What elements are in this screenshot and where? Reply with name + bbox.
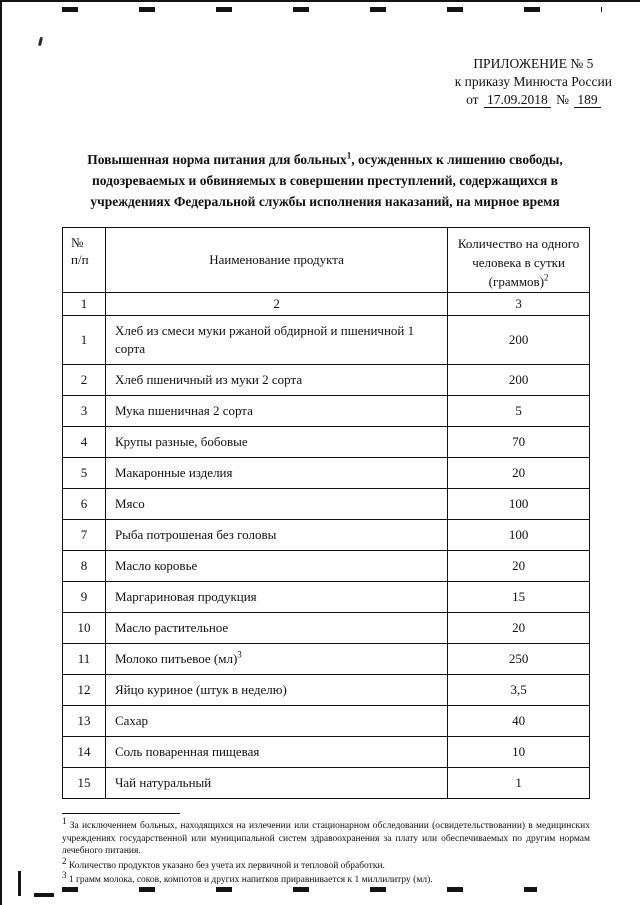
product-quantity: 15 xyxy=(448,582,590,613)
row-number: 8 xyxy=(63,551,106,582)
product-quantity: 200 xyxy=(448,365,590,396)
table-row xyxy=(63,675,590,706)
row-number: 6 xyxy=(63,489,106,520)
footnote-marker: 1 xyxy=(62,815,67,826)
product-name: Хлеб пшеничный из муки 2 сорта xyxy=(105,365,447,396)
column-numbers-row xyxy=(63,293,590,316)
product-quantity: 1 xyxy=(448,768,590,799)
footnote: $^2$ Количество продуктов указано без учета их первичной и тепловой обработки. xyxy=(62,855,385,871)
row-number: 10 xyxy=(63,613,106,644)
column-number-2: 2 xyxy=(105,293,447,316)
header-qty-grams: (граммов) xyxy=(488,274,545,289)
footnote-marker: 3 xyxy=(62,869,67,880)
header-num-line1: № xyxy=(71,235,84,250)
footnote: $^3$ 1 грамм молока, соков, компотов и других напитков приравнивается к 1 миллилитру (мл). xyxy=(62,869,433,885)
product-name: Молоко питьевое (мл)$^3$ xyxy=(105,644,447,675)
table-row xyxy=(63,551,590,582)
product-quantity: 100 xyxy=(448,520,590,551)
appendix-header-block xyxy=(455,55,612,109)
footnote-marker: 2 xyxy=(62,855,67,866)
header-qty-line1: Количество на одного xyxy=(457,236,580,251)
title-text-2: , осужденных к лишению свободы, подозреваемых и обвиняемых в совершении преступлений, содержащихся в учреждениях Федеральной службы исполнения наказаний, на мирное время xyxy=(90,152,563,209)
product-name: Хлеб из смеси муки ржаной обдирной и пшеничной 1 сорта xyxy=(105,316,447,365)
header-qty-footnote-ref: 2 xyxy=(544,272,549,283)
table-row xyxy=(63,582,590,613)
product-quantity: 70 xyxy=(448,427,590,458)
row-number: 14 xyxy=(63,737,106,768)
title-footnote-ref: 1 xyxy=(346,150,352,161)
product-quantity: 200 xyxy=(448,316,590,365)
product-quantity: 5 xyxy=(448,396,590,427)
row-number: 13 xyxy=(63,706,106,737)
scan-artifact-bottom-left-dash xyxy=(34,893,54,897)
order-date: 17.09.2018 xyxy=(484,92,551,108)
product-name: Макаронные изделия xyxy=(105,458,447,489)
product-quantity: 10 xyxy=(448,737,590,768)
scan-artifact-bottom-left-mark xyxy=(18,871,21,896)
table-row xyxy=(63,768,590,799)
table-row xyxy=(63,458,590,489)
product-quantity: 3,5 xyxy=(448,675,590,706)
table-header-row xyxy=(63,228,590,293)
appendix-header xyxy=(0,55,612,109)
product-quantity: 20 xyxy=(448,458,590,489)
scan-artifact-bottom-dashes xyxy=(62,887,537,892)
row-number: 2 xyxy=(63,365,106,396)
table-row xyxy=(63,489,590,520)
header-qty-line2: человека в сутки xyxy=(472,255,565,270)
product-name: Мука пшеничная 2 сорта xyxy=(105,396,447,427)
scan-speck xyxy=(38,37,43,46)
order-number: 189 xyxy=(574,92,600,108)
product-quantity: 40 xyxy=(448,706,590,737)
product-quantity: 100 xyxy=(448,489,590,520)
document-title xyxy=(62,149,588,212)
product-quantity: 20 xyxy=(448,613,590,644)
order-reference: к приказу Минюста России xyxy=(454,74,612,89)
row-number: 4 xyxy=(63,427,106,458)
table-row xyxy=(63,613,590,644)
scan-artifact-left-line xyxy=(0,0,2,905)
number-prefix: № xyxy=(556,92,569,107)
date-prefix: от xyxy=(466,92,479,107)
table-row xyxy=(63,737,590,768)
header-cell-number xyxy=(63,228,106,293)
product-name: Крупы разные, бобовые xyxy=(105,427,447,458)
table-row xyxy=(63,365,590,396)
table-row xyxy=(63,427,590,458)
product-name: Рыба потрошеная без головы xyxy=(105,520,447,551)
footnotes xyxy=(62,815,590,887)
product-quantity: 250 xyxy=(448,644,590,675)
table-row xyxy=(63,316,590,365)
header-cell-quantity xyxy=(448,228,590,293)
footnote: $^1$ За исключением больных, находящихся на излечении или стационарном обследовании (освидетельствовании) в медицинских учреждениях государственной или муниципальной систем здравоохранения за плату или обеспечиваемых по другим нормам лечебного питания. xyxy=(62,815,590,856)
table-body xyxy=(63,316,590,799)
product-name: Масло коровье xyxy=(105,551,447,582)
footnote-separator xyxy=(62,813,180,814)
table-row xyxy=(63,396,590,427)
row-number: 7 xyxy=(63,520,106,551)
column-number-3: 3 xyxy=(448,293,590,316)
row-number: 5 xyxy=(63,458,106,489)
header-num-line2: п/п xyxy=(71,252,89,267)
header-qty-line3 xyxy=(449,272,588,291)
row-number: 12 xyxy=(63,675,106,706)
table-row xyxy=(63,520,590,551)
food-norms-table xyxy=(62,227,590,799)
product-quantity: 20 xyxy=(448,551,590,582)
product-name: Чай натуральный xyxy=(105,768,447,799)
product-name: Соль поваренная пищевая xyxy=(105,737,447,768)
table-row xyxy=(63,706,590,737)
scan-artifact-top-line xyxy=(0,0,640,2)
row-number: 3 xyxy=(63,396,106,427)
row-number: 1 xyxy=(63,316,106,365)
footnote-ref: 3 xyxy=(237,649,242,660)
row-number: 9 xyxy=(63,582,106,613)
order-date-line xyxy=(455,91,612,109)
product-name: Сахар xyxy=(105,706,447,737)
column-number-1: 1 xyxy=(63,293,106,316)
row-number: 11 xyxy=(63,644,106,675)
row-number: 15 xyxy=(63,768,106,799)
product-name: Яйцо куриное (штук в неделю) xyxy=(105,675,447,706)
product-name: Масло растительное xyxy=(105,613,447,644)
title-text-1: Повышенная норма питания для больных xyxy=(87,152,347,167)
scan-artifact-top-dashes xyxy=(62,7,602,12)
appendix-title: ПРИЛОЖЕНИЕ № 5 xyxy=(473,56,594,71)
table-row xyxy=(63,644,590,675)
product-name: Мясо xyxy=(105,489,447,520)
product-name: Маргариновая продукция xyxy=(105,582,447,613)
header-cell-product: Наименование продукта xyxy=(105,228,447,293)
